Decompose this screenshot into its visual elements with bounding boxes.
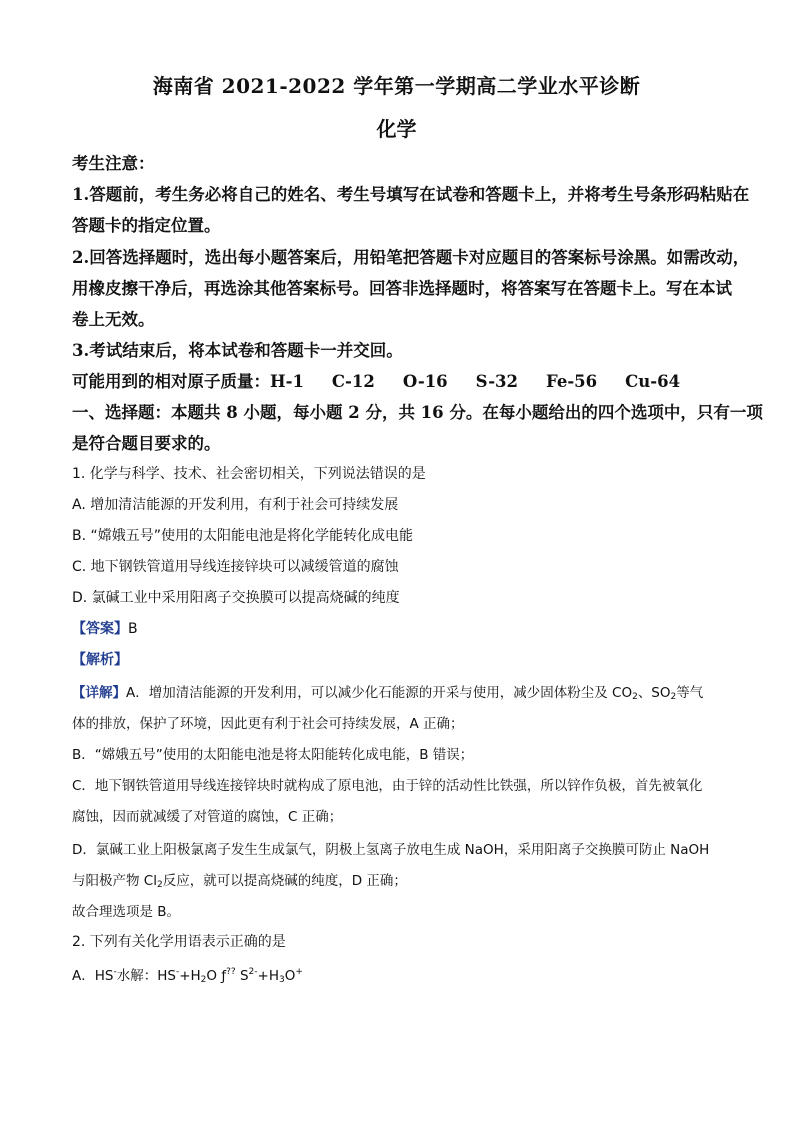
- question-1-analysis-tag: [72, 649, 732, 669]
- detail-a-so: 、SO: [637, 685, 671, 701]
- answer-tag: 【答案】: [72, 621, 128, 637]
- question-1-conclusion: 故合理选项是 B。: [72, 904, 181, 920]
- detail-d-line-2: 与阳极产物 $Cl_2$反应，就可以提高烧碱的纯度，D 正确；: [72, 873, 407, 890]
- detail-a-line-1: 【详解】A．增加清洁能源的开发利用，可以减少化石能源的开采与使用，减少固体粉尘及 $CO_2$、$SO_2$等气: [72, 685, 704, 702]
- detail-a-text: A．增加清洁能源的开发利用，可以减少化石能源的开采与使用，减少固体粉尘及 CO: [126, 685, 633, 701]
- notice-item-1-line-1: 1.答题前，考生务必将自己的姓名、考生号填写在试卷和答题卡上，并将考生号条形码粘贴在: [72, 185, 750, 204]
- equilibrium-glyph: ƒ: [221, 968, 227, 984]
- notice-item-3: 3.考试结束后，将本试卷和答题卡一并交回。: [72, 341, 403, 360]
- notice-item-2-line-3: 卷上无效。: [72, 310, 155, 329]
- mass-cu: Cu-64: [625, 372, 681, 391]
- notice-item-2-line-2: 用橡皮擦干净后，再选涂其他答案标号。回答非选择题时，将答案写在答题卡上。写在本试: [72, 279, 732, 298]
- mass-c: C-12: [331, 372, 375, 391]
- answer-value: B: [128, 621, 138, 637]
- question-1-stem: 1. 化学与科学、技术、社会密切相关，下列说法错误的是: [72, 466, 426, 482]
- question-2-option-a: A．HS-水解：$HS^-+H_2O$ ƒ?? $S^{2-}+H_3O^+$: [72, 967, 303, 985]
- mass-o: O-16: [402, 372, 448, 391]
- mass-s: S-32: [475, 372, 519, 391]
- opt-a-hs: A．HS: [72, 968, 114, 984]
- detail-d-tail: 反应，就可以提高烧碱的纯度，D 正确；: [162, 873, 407, 889]
- detail-a-tail: 等气: [676, 685, 704, 701]
- detail-d-line-1: D．氯碱工业上阳极氯离子发生生成氯气，阴极上氢离子放电生成 NaOH，采用阳离子交换膜可防止 NaOH: [72, 842, 710, 858]
- glyph-q-2: ?: [230, 967, 236, 977]
- atomic-mass-line: [72, 368, 732, 392]
- notice-item-2-line-1: 2.回答选择题时，选出每小题答案后，用铅笔把答题卡对应题目的答案标号涂黑。如需改动，: [72, 248, 750, 267]
- notice-heading: 考生注意：: [72, 154, 155, 173]
- question-1-answer: [72, 618, 732, 638]
- detail-c-line-2: 腐蚀，因而就减缓了对管道的腐蚀，C 正确；: [72, 809, 343, 825]
- mass-h: H-1: [270, 372, 304, 391]
- analysis-tag: 【解析】: [72, 652, 128, 668]
- subject-title: 化学: [376, 117, 417, 141]
- mass-fe: Fe-56: [546, 372, 598, 391]
- opt-a-mid: 水解：HS: [116, 968, 176, 984]
- opt-a-s: S: [235, 968, 249, 984]
- opt-a-o2: O: [284, 968, 296, 984]
- question-1-option-c: C. 地下钢铁管道用导线连接锌块可以减缓管道的腐蚀: [72, 559, 399, 575]
- question-2-stem: 2. 下列有关化学用语表示正确的是: [72, 934, 286, 950]
- atomic-mass-label: 可能用到的相对原子质量：: [72, 372, 270, 391]
- notice-item-1-line-2: 答题卡的指定位置。: [72, 216, 221, 235]
- exam-title: 海南省 2021-2022 学年第一学期高二学业水平诊断: [152, 74, 641, 98]
- question-1-option-d: D. 氯碱工业中采用阳离子交换膜可以提高烧碱的纯度: [72, 590, 400, 606]
- detail-tag: 【详解】: [72, 685, 126, 701]
- section-1-heading-line-2: 是符合题目要求的。: [72, 434, 221, 453]
- section-1-heading-line-1: 一、选择题：本题共 8 小题，每小题 2 分，共 16 分。在每小题给出的四个选项中，只有一项: [72, 403, 763, 422]
- opt-a-h3: +H: [257, 968, 279, 984]
- question-1-option-b: B. “嫦娥五号”使用的太阳能电池是将化学能转化成电能: [72, 528, 414, 544]
- glyph-q: ?: [226, 967, 231, 977]
- question-1-option-a: A. 增加清洁能源的开发利用，有利于社会可持续发展: [72, 497, 399, 513]
- opt-a-h2: +H: [179, 968, 201, 984]
- detail-a-line-2: 体的排放，保护了环境，因此更有利于社会可持续发展，A 正确；: [72, 716, 464, 732]
- detail-b: B．“嫦娥五号”使用的太阳能电池是将太阳能转化成电能，B 错误；: [72, 747, 474, 763]
- detail-d-cl: 与阳极产物 Cl: [72, 873, 157, 889]
- detail-c-line-1: C．地下钢铁管道用导线连接锌块时就构成了原电池，由于锌的活动性比铁强，所以锌作负极，首先被氧化: [72, 778, 703, 794]
- opt-a-o: O: [206, 968, 218, 984]
